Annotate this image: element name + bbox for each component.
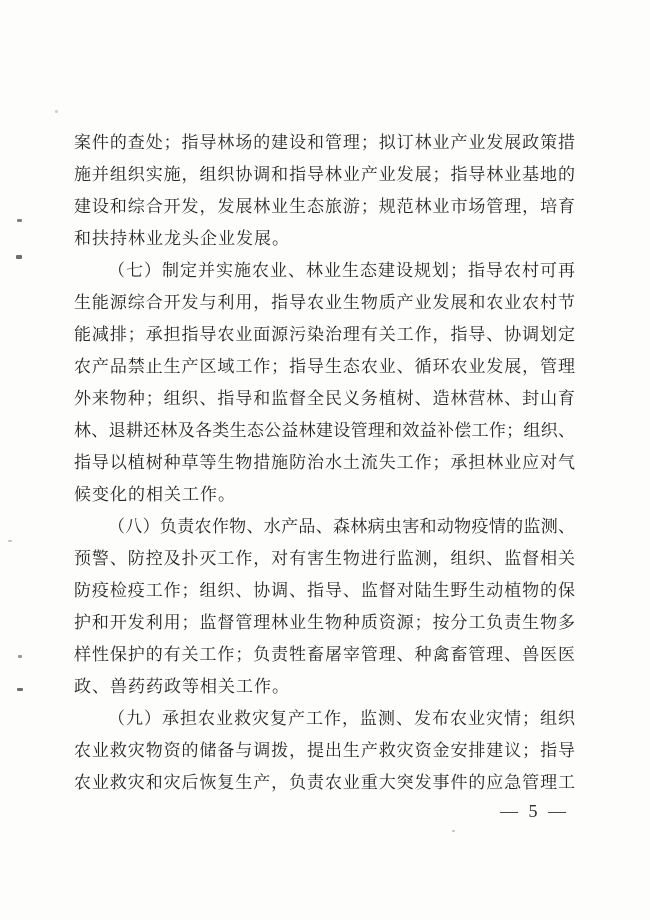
text-line: 和扶持林业龙头企业发展。 bbox=[74, 229, 290, 248]
scan-speck bbox=[17, 219, 22, 222]
text-line: （八）负责农作物、水产品、森林病虫害和动物疫情的监测、 bbox=[108, 517, 575, 536]
text-line: 外来物种；组织、指导和监督全民义务植树、造林营林、封山育 bbox=[74, 389, 575, 408]
text-line: 样性保护的有关工作；负责牲畜屠宰管理、种禽畜管理、兽医医 bbox=[74, 645, 575, 664]
text-line: 能减排；承担指导农业面源污染治理有关工作，指导、协调划定 bbox=[74, 325, 575, 344]
text-line: 生能源综合开发与利用，指导农业生物质产业发展和农业农村节 bbox=[74, 293, 575, 312]
text-line: （九）承担农业救灾复产工作，监测、发布农业灾情；组织 bbox=[108, 709, 575, 728]
text-line: 护和开发利用；监督管理林业生物种质资源；按分工负责生物多 bbox=[74, 613, 575, 632]
text-line: 农业救灾和灾后恢复生产，负责农业重大突发事件的应急管理工 bbox=[74, 773, 575, 792]
scan-speck bbox=[55, 110, 58, 113]
page-number: — 5 — bbox=[500, 801, 569, 821]
text-line: 政、兽药药政等相关工作。 bbox=[74, 677, 290, 696]
text-line: 候变化的相关工作。 bbox=[74, 485, 236, 504]
text-line: 施并组织实施，组织协调和指导林业产业发展；指导林业基地的 bbox=[74, 165, 575, 184]
text-line: （七）制定并实施农业、林业生态建设规划；指导农村可再 bbox=[108, 261, 575, 280]
scan-speck bbox=[17, 688, 23, 691]
text-line: 案件的查处；指导林场的建设和管理；拟订林业产业发展政策措 bbox=[74, 133, 575, 152]
body-text bbox=[74, 127, 575, 799]
text-line: 林、退耕还林及各类生态公益林建设管理和效益补偿工作；组织、 bbox=[74, 421, 575, 440]
scan-speck bbox=[8, 540, 12, 542]
scan-speck bbox=[16, 255, 22, 259]
text-line: 农业救灾物资的储备与调拨，提出生产救灾资金安排建议；指导 bbox=[74, 741, 575, 760]
text-line: 农产品禁止生产区域工作；指导生态农业、循环农业发展，管理 bbox=[74, 357, 575, 376]
text-line: 建设和综合开发，发展林业生态旅游；规范林业市场管理，培育 bbox=[74, 197, 575, 216]
text-line: 预警、防控及扑灭工作，对有害生物进行监测，组织、监督相关 bbox=[74, 549, 575, 568]
text-line: 指导以植树种草等生物措施防治水土流失工作；承担林业应对气 bbox=[74, 453, 575, 472]
scan-speck bbox=[18, 655, 22, 658]
text-line: 防疫检疫工作；组织、协调、指导、监督对陆生野生动植物的保 bbox=[74, 581, 575, 600]
scan-speck bbox=[452, 830, 455, 832]
